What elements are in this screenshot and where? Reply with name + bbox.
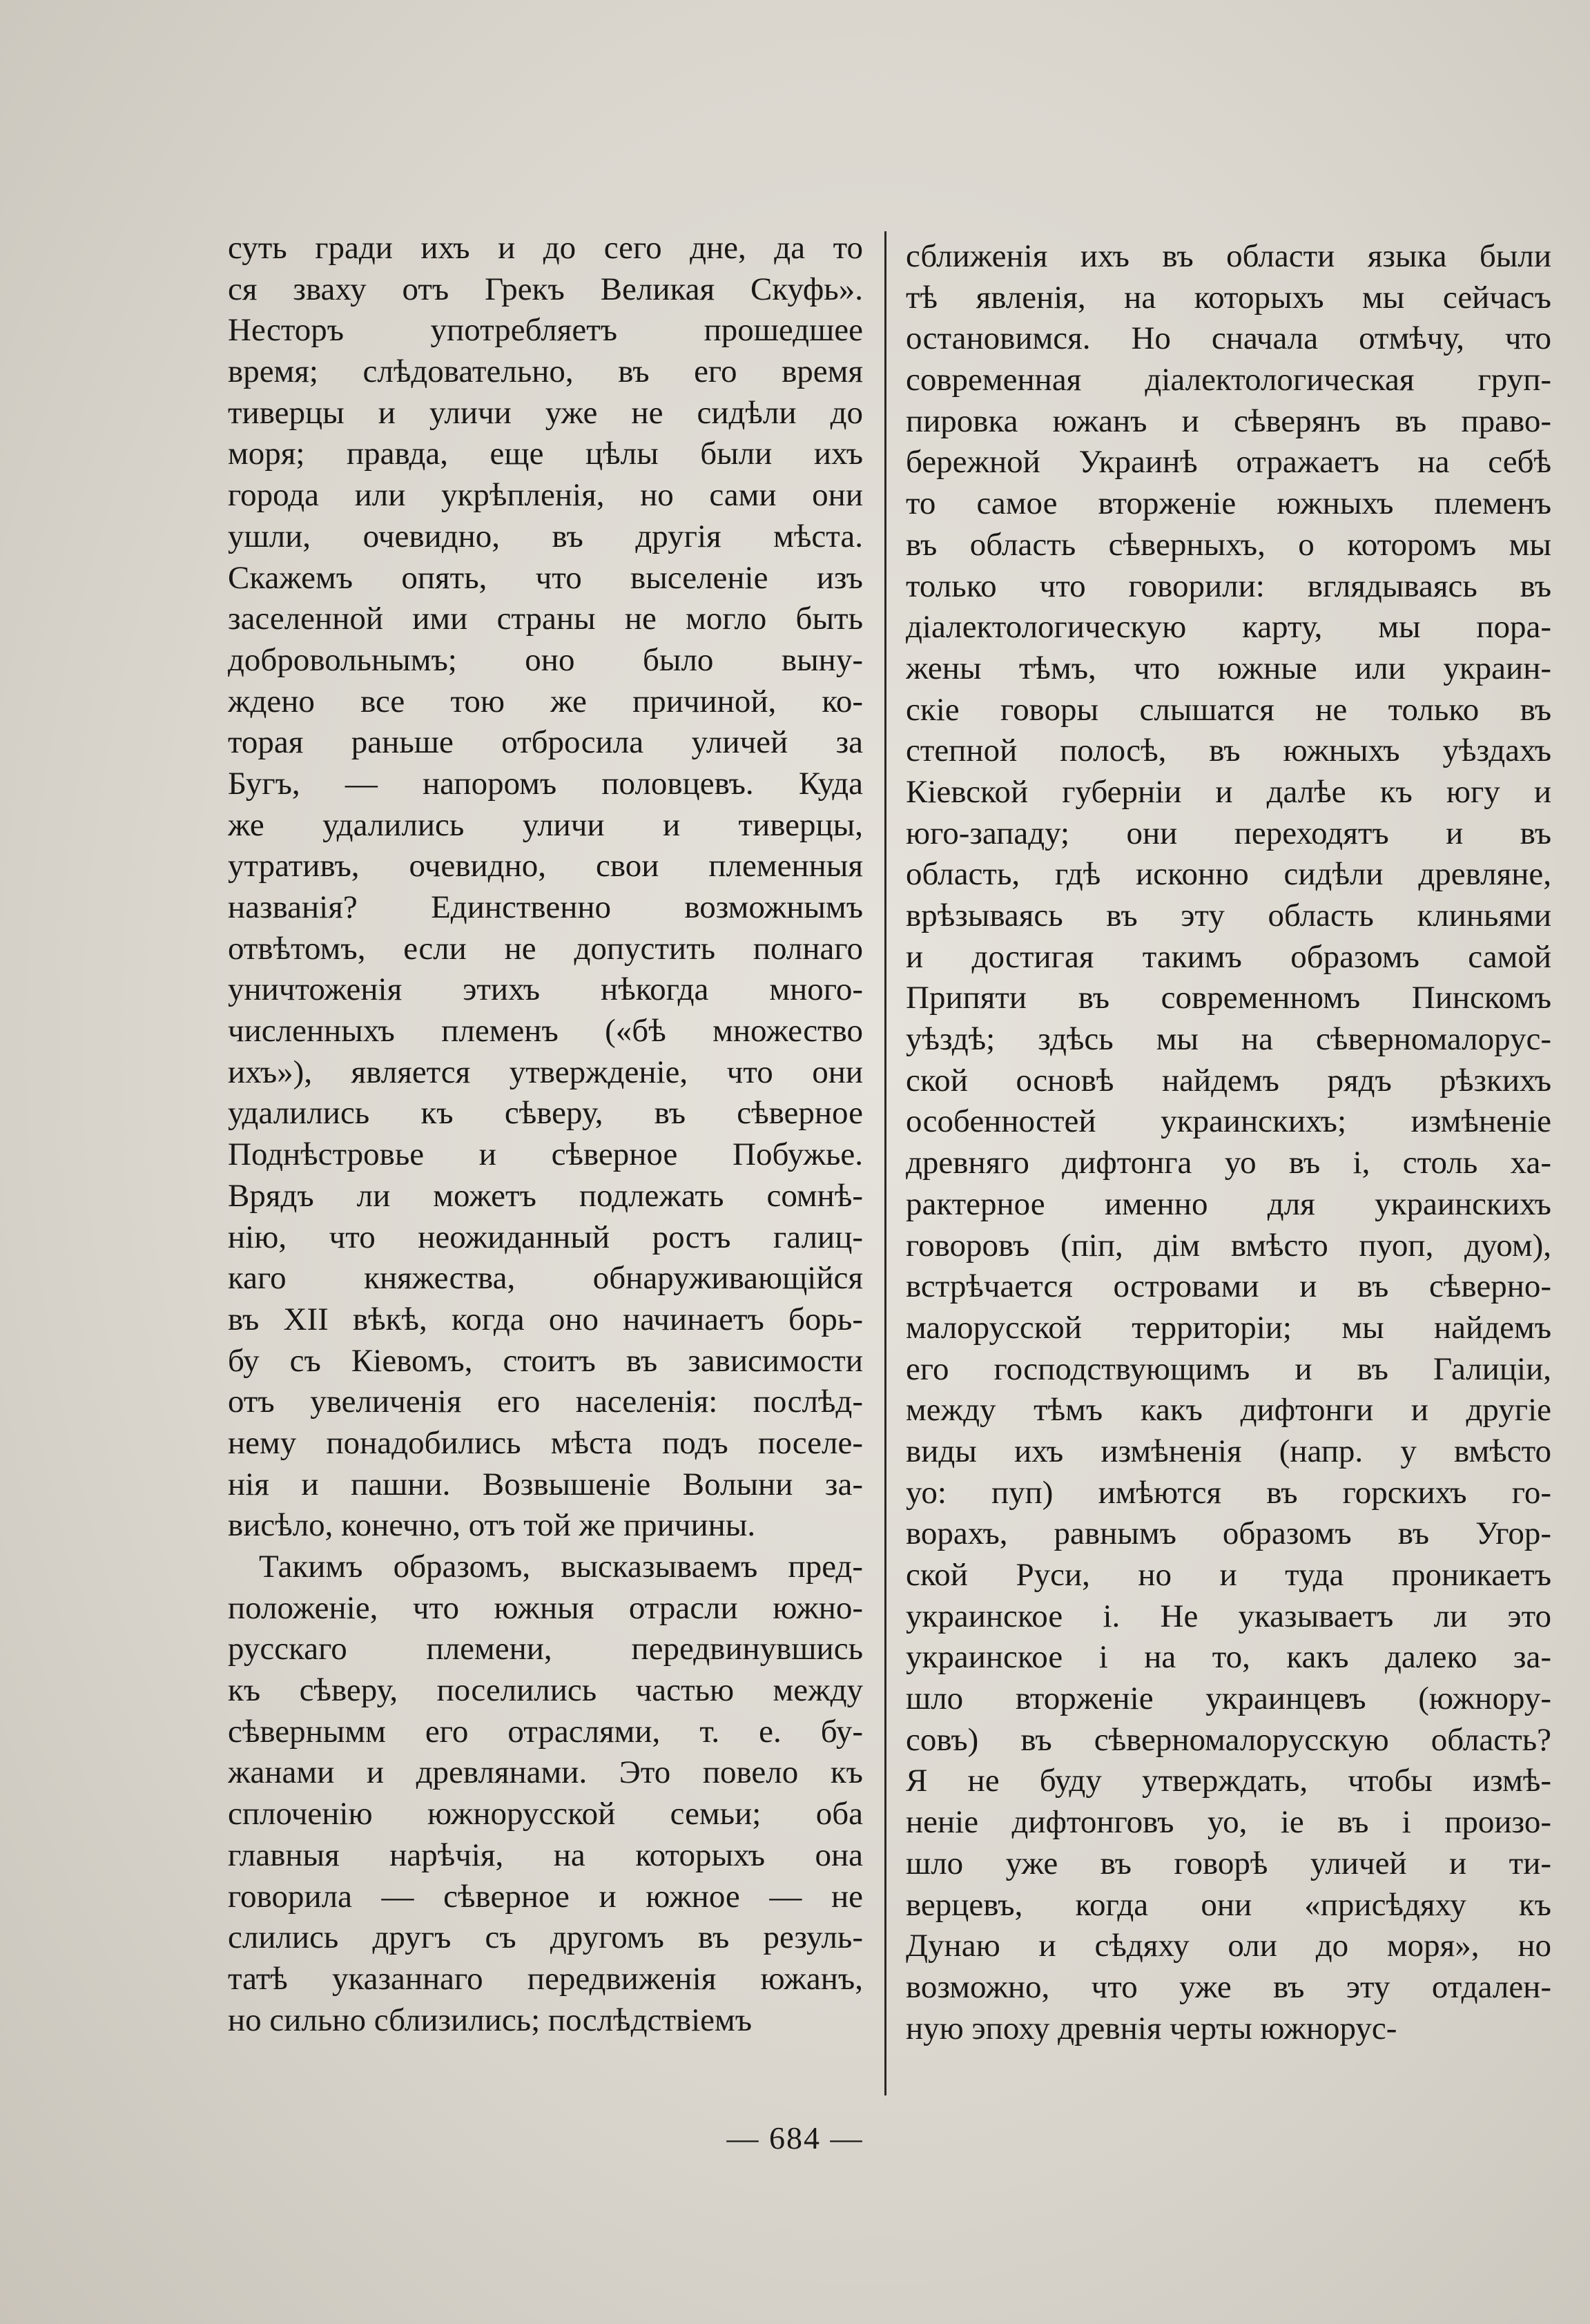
text-line: юго-западу; они переходятъ и въ xyxy=(906,815,1551,851)
text-line: его господствующимъ и въ Галиціи, xyxy=(906,1350,1551,1387)
text-line: возможно, что уже въ эту отдален- xyxy=(906,1968,1551,2005)
text-line: бу съ Кіевомъ, стоитъ въ зависимости xyxy=(228,1342,863,1379)
text-line: врѣзываясь въ эту область клиньями xyxy=(906,898,1551,933)
text-line: торая раньше отбросила уличей за xyxy=(228,724,863,761)
text-line: численныхъ племенъ («бѣ множество xyxy=(228,1013,863,1049)
left-text-column xyxy=(228,228,863,2041)
text-line: уо: пуп) имѣются въ горскихъ го- xyxy=(906,1474,1551,1511)
text-line: ворахъ, равнымъ образомъ въ Угор- xyxy=(906,1516,1551,1552)
column-divider xyxy=(884,231,886,2095)
text-line: скіе говоры слышатся не только въ xyxy=(906,691,1551,728)
text-line: остановимся. Но сначала отмѣчу, что xyxy=(906,320,1551,357)
text-line: Несторъ употребляетъ прошедшее xyxy=(228,312,863,349)
text-line: Такимъ образомъ, высказываемъ пред- xyxy=(259,1549,863,1585)
text-line: неніе дифтонговъ уо, іе въ і произо- xyxy=(906,1804,1551,1841)
text-line: современная діалектологическая груп- xyxy=(906,362,1551,398)
text-line: сплоченію южнорусской семьи; оба xyxy=(228,1796,863,1832)
text-line: отвѣтомъ, если не допустить полнаго xyxy=(228,930,863,967)
text-line: ся зваху отъ Грекъ Великая Скуфь». xyxy=(228,271,863,307)
text-line: Бугъ, — напоромъ половцевъ. Куда xyxy=(228,765,863,802)
text-line: нію, что неожиданный ростъ галиц- xyxy=(228,1219,863,1255)
text-line: ской Руси, но и туда проникаетъ xyxy=(906,1557,1551,1593)
text-line: русскаго племени, передвинувшись xyxy=(228,1631,863,1667)
text-line: діалектологическую карту, мы пора- xyxy=(906,609,1551,646)
text-line: нія и пашни. Возвышеніе Волыни за- xyxy=(228,1466,863,1502)
text-line: говоровъ (піп, дім вмѣсто пуоп, дуом), xyxy=(906,1227,1551,1263)
text-line: въ XII вѣкѣ, когда оно начинаетъ борь- xyxy=(228,1301,863,1337)
text-line: удалились къ сѣверу, въ сѣверное xyxy=(228,1095,863,1132)
text-line: въ область сѣверныхъ, о которомъ мы xyxy=(906,526,1551,563)
text-line: шло вторженіе украинцевъ (южнору- xyxy=(906,1681,1551,1717)
text-line: главныя нарѣчія, на которыхъ она xyxy=(228,1837,863,1873)
text-line: положеніе, что южныя отрасли южно- xyxy=(228,1589,863,1626)
text-line: степной полосѣ, въ южныхъ уѣздахъ xyxy=(906,733,1551,769)
text-line: между тѣмъ какъ дифтонги и другіе xyxy=(906,1392,1551,1429)
text-line: древняго дифтонга уо въ і, столь ха- xyxy=(906,1145,1551,1181)
text-line: нему понадобились мѣста подъ поселе- xyxy=(228,1424,863,1461)
text-line: бережной Украинѣ отражаетъ на себѣ xyxy=(906,444,1551,481)
right-text-column xyxy=(906,236,1551,2049)
text-line: слились другъ съ другомъ въ резуль- xyxy=(228,1919,863,1956)
text-line: ную эпоху древнія черты южнорус- xyxy=(906,2010,1397,2046)
text-line: и достигая такимъ образомъ самой xyxy=(906,938,1551,975)
text-line: каго княжества, обнаруживающійся xyxy=(228,1260,863,1297)
text-line: украинское і. Не указываетъ ли это xyxy=(906,1598,1551,1634)
text-line: встрѣчается островами и въ сѣверно- xyxy=(906,1268,1551,1305)
text-line: тиверцы и уличи уже не сидѣли до xyxy=(228,394,863,431)
text-line: пировка южанъ и сѣверянъ въ право- xyxy=(906,403,1551,439)
text-line: Дунаю и сѣдяху оли до моря», но xyxy=(906,1928,1551,1964)
text-line: названія? Единственно возможнымъ xyxy=(228,889,863,925)
text-line: верцевъ, когда они «присѣдяху къ xyxy=(906,1886,1551,1923)
text-line: Кіевской губерніи и далѣе къ югу и xyxy=(906,773,1551,810)
text-line: Скажемъ опять, что выселеніе изъ xyxy=(228,559,863,596)
text-line: рактерное именно для украинскихъ xyxy=(906,1185,1551,1222)
text-line: ждено все тою же причиной, ко- xyxy=(228,683,863,719)
text-line: сближенія ихъ въ области языка были xyxy=(906,238,1551,274)
text-line: Я не буду утверждать, чтобы измѣ- xyxy=(906,1763,1551,1799)
text-line: ихъ»), является утвержденіе, что они xyxy=(228,1054,863,1090)
text-line: сѣвернымм его отраслями, т. е. бу- xyxy=(228,1713,863,1750)
text-line: заселенной ими страны не могло быть xyxy=(228,601,863,637)
text-line: висѣло, конечно, отъ той же причины. xyxy=(228,1507,756,1544)
text-line: утративъ, очевидно, свои племенныя xyxy=(228,848,863,884)
text-line: то самое вторженіе южныхъ племенъ xyxy=(906,485,1551,522)
text-line: же удалились уличи и тиверцы, xyxy=(228,806,863,843)
text-line: Врядъ ли можетъ подлежать сомнѣ- xyxy=(228,1177,863,1214)
text-line: добровольнымъ; оно было выну- xyxy=(228,641,863,678)
text-line: ской основѣ найдемъ рядъ рѣзкихъ xyxy=(906,1062,1551,1098)
text-line: украинское і на то, какъ далеко за- xyxy=(906,1639,1551,1676)
text-line: къ сѣверу, поселились частью между xyxy=(228,1672,863,1709)
text-line: виды ихъ измѣненія (напр. у вмѣсто xyxy=(906,1433,1551,1469)
text-line: время; слѣдовательно, въ его время xyxy=(228,354,863,390)
text-line: Поднѣстровье и сѣверное Побужье. xyxy=(228,1136,863,1173)
text-line: Припяти въ современномъ Пинскомъ xyxy=(906,980,1551,1016)
text-line: уничтоженія этихъ нѣкогда много- xyxy=(228,971,863,1008)
text-line: область, гдѣ исконно сидѣли древляне, xyxy=(906,856,1551,893)
text-line: шло уже въ говорѣ уличей и ти- xyxy=(906,1845,1551,1881)
text-line: только что говорили: вглядываясь въ xyxy=(906,568,1551,604)
text-line: говорила — сѣверное и южное — не xyxy=(228,1878,863,1915)
text-line: отъ увеличенія его населенія: послѣд- xyxy=(228,1384,863,1420)
text-line: жанами и древлянами. Это повело къ xyxy=(228,1754,863,1791)
text-line: суть гради ихъ и до сего дне, да то xyxy=(228,230,863,266)
text-line: но сильно сблизились; послѣдствіемъ xyxy=(228,2002,753,2038)
text-line: уѣздѣ; здѣсь мы на сѣверномалорус- xyxy=(906,1021,1551,1058)
text-line: тѣ явленія, на которыхъ мы сейчасъ xyxy=(906,279,1551,316)
text-line: малорусской территоріи; мы найдемъ xyxy=(906,1309,1551,1346)
text-line: совъ) въ сѣверномалорусскую область? xyxy=(906,1721,1551,1758)
page-number: — 684 — xyxy=(726,2120,864,2156)
text-line: особенностей украинскихъ; измѣненіе xyxy=(906,1103,1551,1140)
text-line: моря; правда, еще цѣлы были ихъ xyxy=(228,436,863,472)
text-line: жены тѣмъ, что южные или украин- xyxy=(906,650,1551,686)
text-line: ушли, очевидно, въ другія мѣста. xyxy=(228,518,863,554)
text-line: города или укрѣпленія, но сами они xyxy=(228,477,863,514)
text-line: татѣ указаннаго передвиженія южанъ, xyxy=(228,1960,863,1997)
